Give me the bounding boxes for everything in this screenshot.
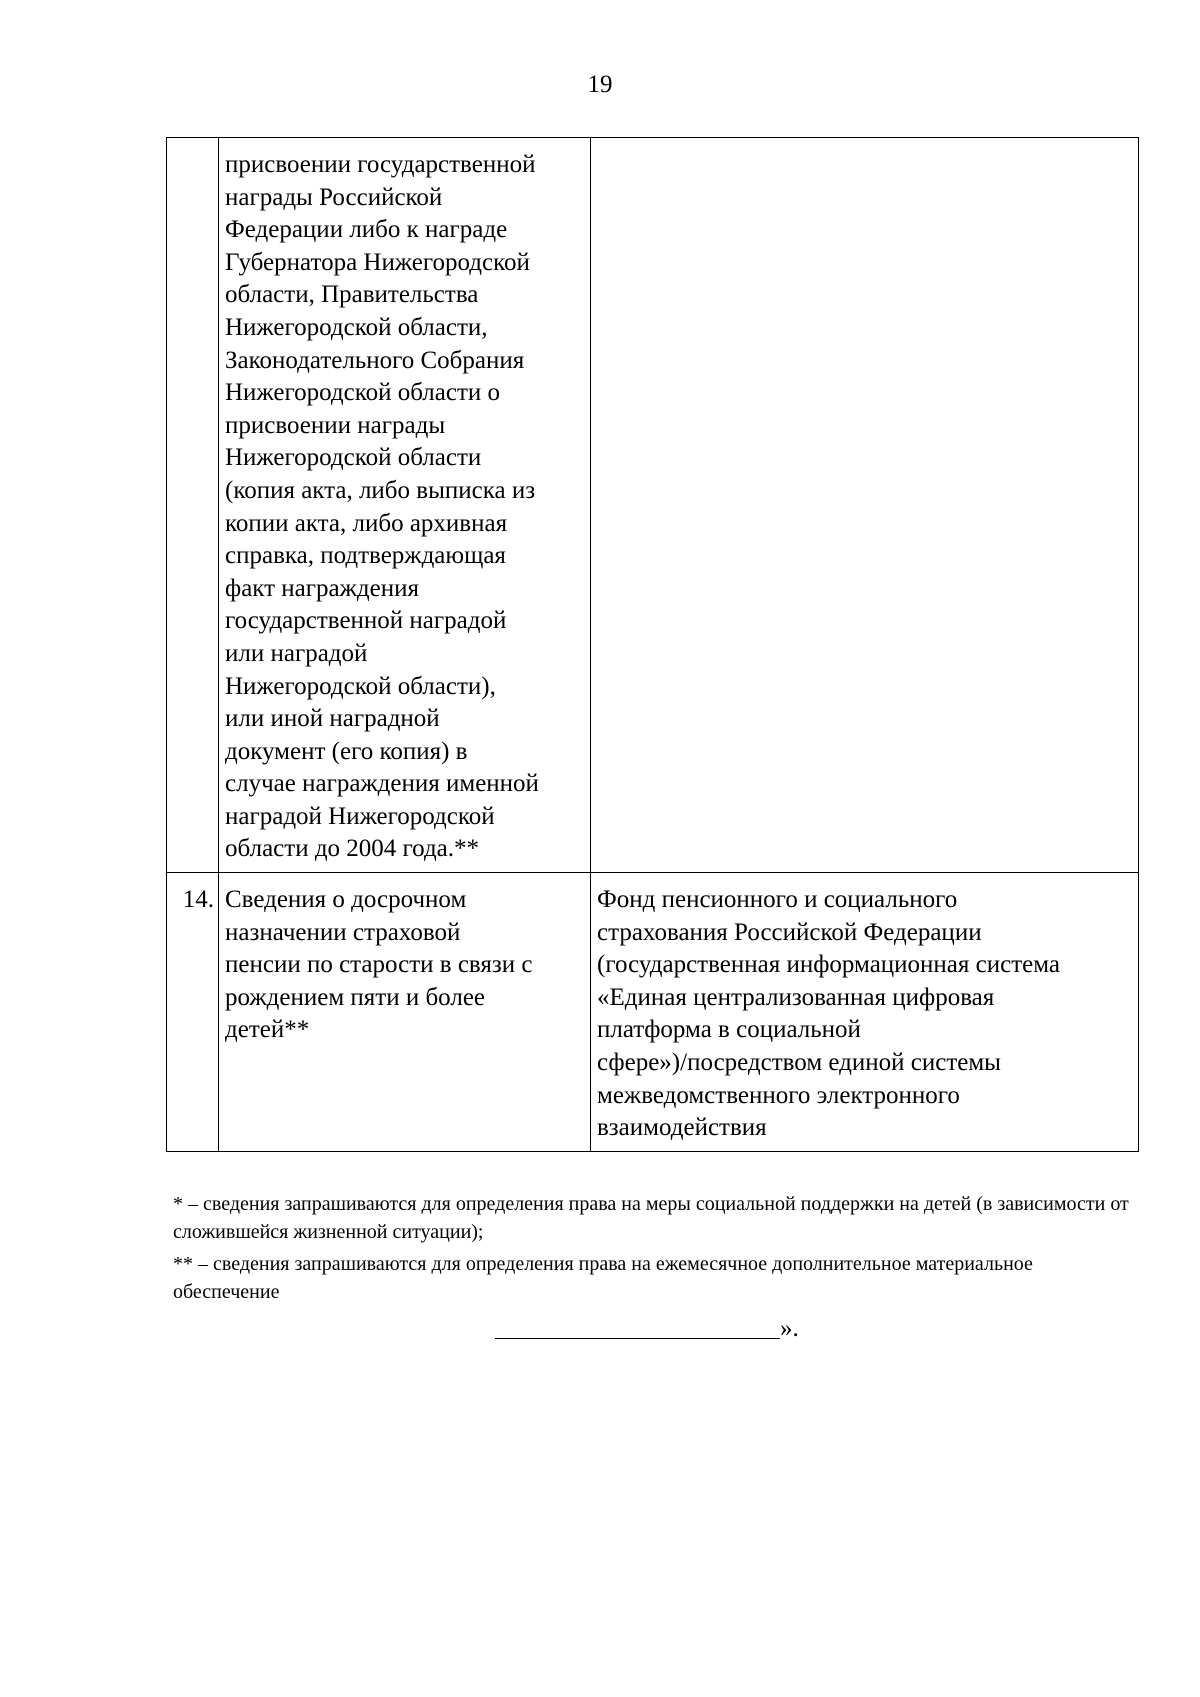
text-line: случае награждения именной — [225, 770, 539, 798]
text-line: награды Российской — [225, 183, 443, 211]
text-line: или иной наградной — [225, 705, 440, 733]
text-line: или наградой — [225, 639, 368, 667]
text-line: (копия акта, либо выписка из — [225, 476, 536, 504]
footnotes — [173, 1190, 1133, 1310]
text-line: платформа в социальной — [597, 1016, 861, 1044]
text-line: Федерации либо к награде — [225, 216, 508, 244]
footnote-single-asterisk: * – сведения запрашиваются для определения права на меры социальной поддержки на детей (в зависимости от сложившейся жизненной ситуации); — [173, 1193, 1129, 1243]
text-line: Законодательного Собрания — [225, 346, 525, 374]
text-line: взаимодействия — [597, 1114, 767, 1142]
text-line: Нижегородской области), — [225, 672, 496, 700]
text-line: пенсии по старости в связи с — [225, 951, 533, 979]
text-line: Сведения о досрочном — [225, 886, 467, 914]
document-description-cell — [219, 873, 591, 1152]
text-line: Нижегородской области о — [225, 379, 501, 407]
text-line: присвоении государственной — [225, 151, 536, 178]
text-line: Нижегородской области, — [225, 313, 488, 341]
row-number-cell — [167, 138, 219, 873]
text-line: справка, подтверждающая — [225, 542, 506, 570]
text-line: области до 2004 года.** — [225, 835, 480, 863]
text-line: Губернатора Нижегородской — [225, 248, 530, 276]
text-line: Фонд пенсионного и социального — [597, 886, 958, 914]
text-line: присвоении награды — [225, 411, 446, 439]
table-row — [167, 138, 1139, 873]
text-line: «Единая централизованная цифровая — [597, 983, 995, 1011]
text-line: межведомственного электронного — [597, 1081, 960, 1109]
row-number-cell: 14. — [167, 873, 219, 1152]
closing-quote-mark: ». — [780, 1315, 799, 1342]
text-line: Нижегородской области — [225, 444, 482, 472]
text-line: наградой Нижегородской — [225, 802, 495, 830]
closing-signature-line — [495, 1313, 799, 1345]
footnote-double-asterisk: ** – сведения запрашиваются для определения права на ежемесячное дополнительное материальное обеспечение — [173, 1253, 1033, 1303]
text-line: сфере»)/посредством единой системы — [597, 1049, 1001, 1077]
information-source-cell — [591, 138, 1139, 873]
text-line: детей** — [225, 1016, 310, 1044]
text-line: страхования Российской Федерации — [597, 918, 982, 946]
table-body — [167, 138, 1139, 1152]
table-row — [167, 873, 1139, 1152]
text-line: факт награждения — [225, 574, 419, 602]
text-line: назначении страховой — [225, 918, 461, 946]
document-description-cell — [219, 138, 591, 873]
text-line: государственной наградой — [225, 607, 507, 635]
text-line: документ (его копия) в — [225, 737, 468, 765]
text-line: (государственная информационная система — [597, 951, 1060, 979]
blank-underline — [495, 1316, 780, 1339]
text-line: области, Правительства — [225, 281, 479, 309]
information-source-cell — [591, 873, 1139, 1152]
text-line: копии акта, либо архивная — [225, 509, 508, 537]
text-line: рождением пяти и более — [225, 983, 486, 1011]
page-number: 19 — [587, 71, 613, 98]
documents-table — [166, 137, 1139, 1152]
